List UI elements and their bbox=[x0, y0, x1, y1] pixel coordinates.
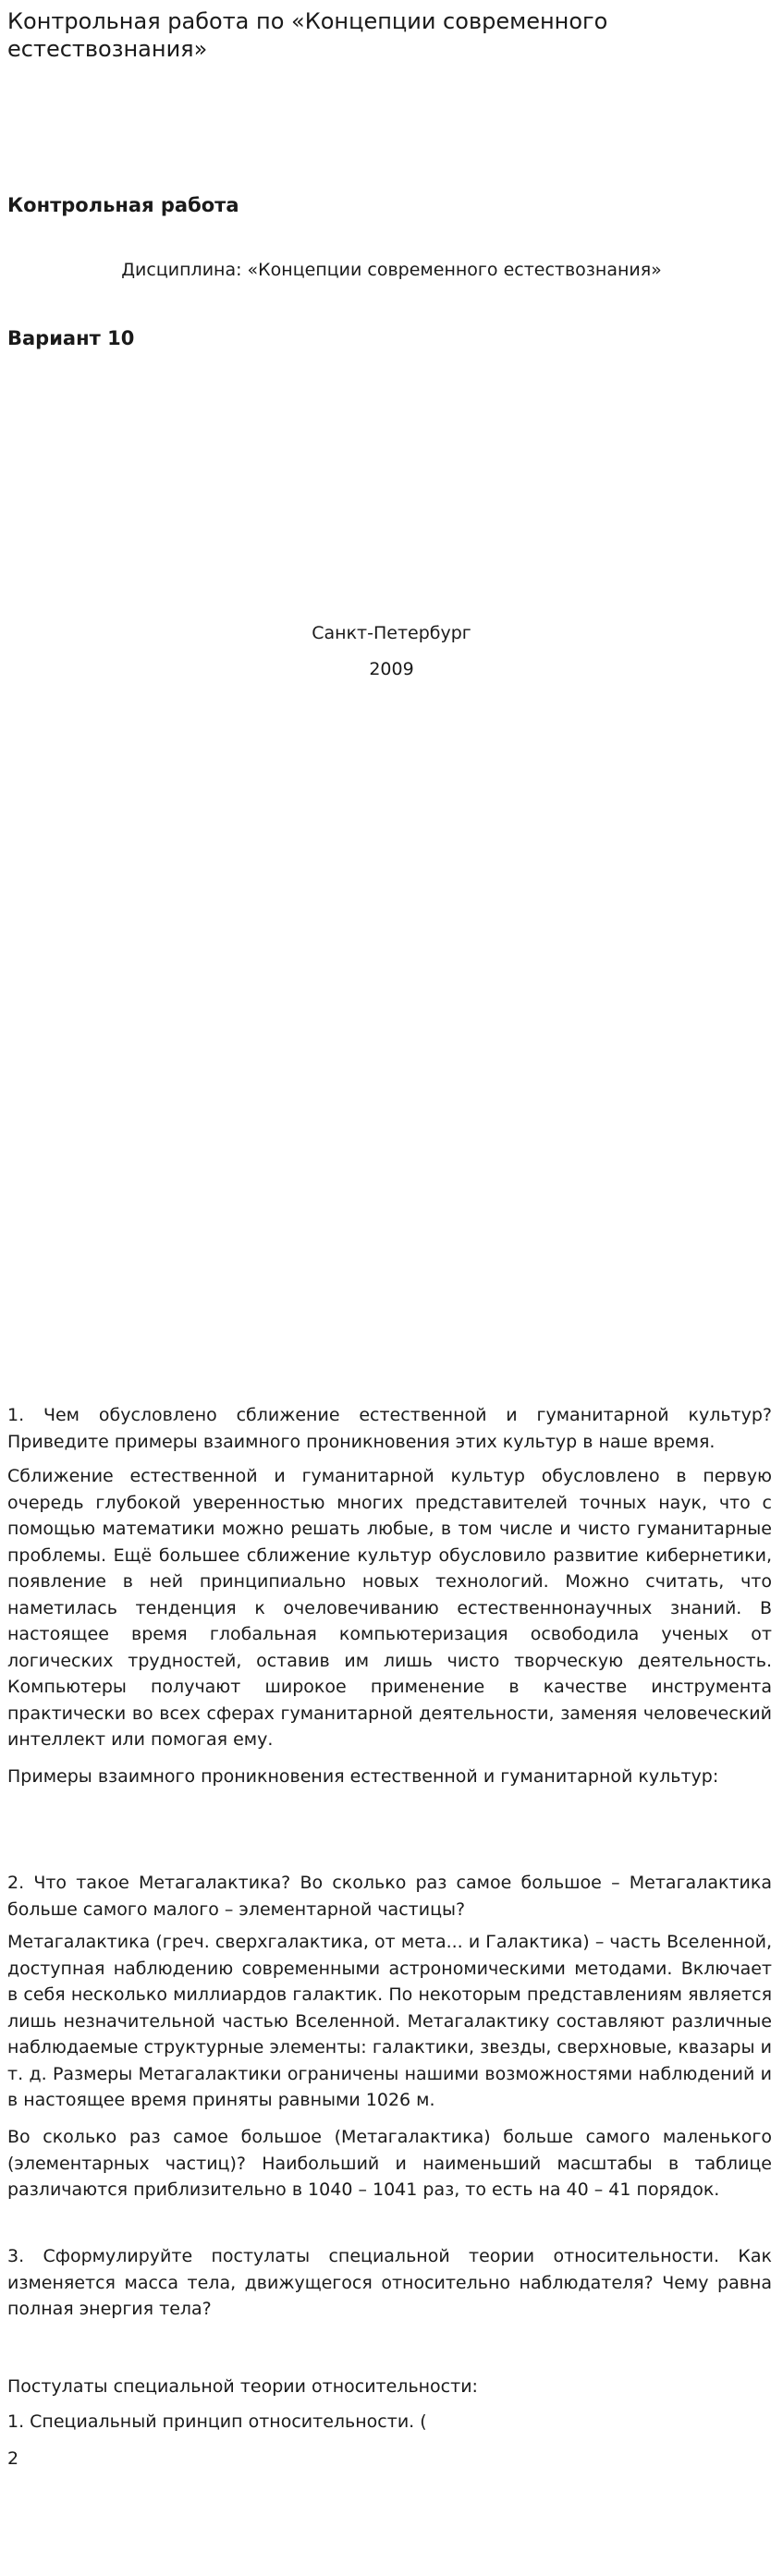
document-title: Контрольная работа по «Концепции современного естествознания» bbox=[7, 8, 608, 62]
postulate-1: 1. Специальный принцип относительности. ( bbox=[7, 2411, 427, 2432]
cover-discipline: Дисциплина: «Концепции современного естествознания» bbox=[121, 260, 662, 280]
page-number: 2 bbox=[7, 2448, 19, 2469]
cover-heading: Контрольная работа bbox=[7, 194, 239, 216]
cover-year: 2009 bbox=[369, 659, 414, 679]
question-1: 1. Чем обусловлено сближение естественной и гуманитарной культур? Приведите примеры взаимного проникновения этих культур в наше время. bbox=[7, 1405, 772, 1452]
question-2: 2. Что такое Метагалактика? Во сколько раз самое большое – Метагалактика больше самого малого – элементарной частицы? bbox=[7, 1873, 772, 1920]
cover-city: Санкт-Петербург bbox=[312, 623, 471, 643]
question-3: 3. Сформулируйте постулаты специальной теории относительности. Как изменяется масса тела, движущегося относительно наблюдателя? Чему равна полная энергия тела? bbox=[7, 2246, 772, 2319]
answer-2-part-2: Во сколько раз самое большое (Метагалактика) больше самого маленького (элементарных частиц)? Наибольший и наименьший масштабы в таблице различаются приблизительно в 1040 – 1041 раз, то есть на 40 – 41 порядок. bbox=[7, 2127, 772, 2200]
answer-1: Сближение естественной и гуманитарной культур обусловлено в первую очередь глубокой уверенностью многих представителей точных наук, что с помощью математики можно решать любые, в том числе и чисто гуманитарные проблемы. Ещё большее сближение культур обусловило развитие кибернетики, появление в ней принципиально новых технологий. Можно считать, что наметилась тенденция к очеловечиванию естественнонаучных знаний. В настоящее время глобальная компьютеризация освободила ученых от логических трудностей, оставив им лишь чисто творческую деятельность. Компьютеры получают широкое применение в качестве инструмента практически во всех сферах гуманитарной деятельности, заменяя человеческий интеллект или помогая ему. bbox=[7, 1466, 772, 1750]
answer-2-part-1: Метагалактика (греч. сверхгалактика, от мета... и Галактика) – часть Вселенной, доступная наблюдению современными астрономическими методами. Включает в себя несколько миллиардов галактик. По некоторым представлениям является лишь незначительной частью Вселенной. Метагалактику составляют различные наблюдаемые структурные элементы: галактики, звезды, сверхновые, квазары и т. д. Размеры Метагалактики ограничены нашими возможностями наблюдений и в настоящее время приняты равными 1026 м. bbox=[7, 1932, 772, 2110]
answer-1-examples: Примеры взаимного проникновения естественной и гуманитарной культур: bbox=[7, 1766, 719, 1787]
cover-variant: Вариант 10 bbox=[7, 327, 135, 349]
postulates-heading: Постулаты специальной теории относительности: bbox=[7, 2376, 478, 2397]
